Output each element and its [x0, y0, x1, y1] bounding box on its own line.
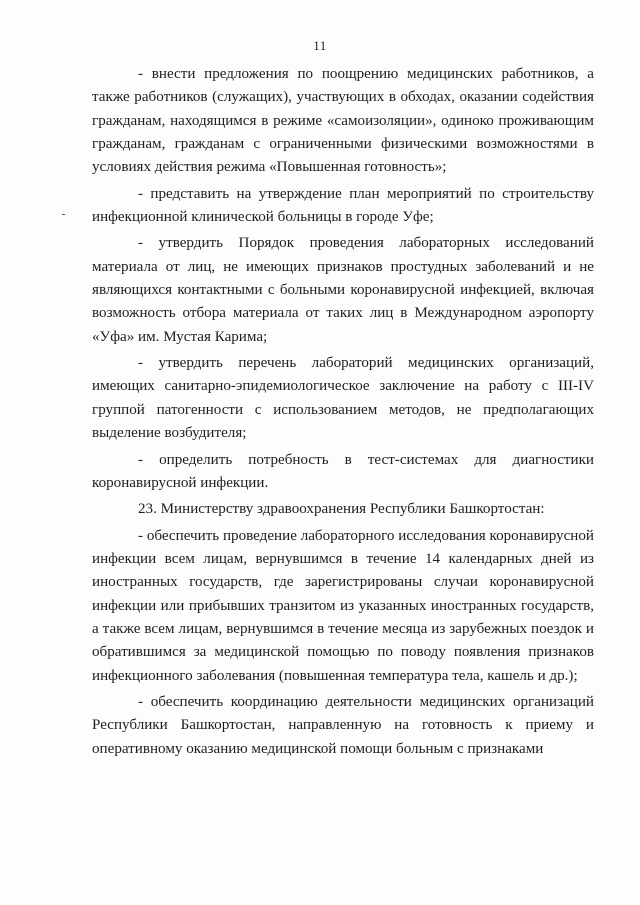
paragraph-lab-testing-returnees: - обеспечить проведение лабораторного исследования коронавирусной инфекции всем лицам, вернувшимся в течение 14 календарных дней из иностранных государств, где зарегистрированы случаи коронавирусной инфекции или прибывших транзитом из указанных иностранных государств, а также всем лицам, вернувшимся в течение месяца из зарубежных поездок и обратившимся за медицинской помощью по поводу появления признаков инфекционного заболевания (повышенная температура тела, кашель и др.); — [92, 527, 594, 684]
document-body — [92, 63, 594, 764]
page-number: 11 — [313, 38, 327, 53]
paragraph-coordination: - обеспечить координацию деятельности медицинских организаций Республики Башкортостан, направленную на готовность к приему и оперативному оказанию медицинской помощи больным с признаками — [92, 694, 594, 757]
paragraph-item-23-heading: 23. Министерству здравоохранения Республики Башкортостан: — [138, 501, 545, 518]
paragraph-incentive-proposals: - внести предложения по поощрению медицинских работников, а также работников (служащих), участвующих в обходах, оказании содействия гражданам, находящимся в режиме «самоизоляции», одиноко проживающим гражданам, гражданам с ограниченными физическими возможностями в условиях действия режима «Повышенная готовность»; — [92, 66, 594, 176]
paragraph-hospital-construction: - представить на утверждение план мероприятий по строительству инфекционной клинической больницы в городе Уфе; — [92, 185, 594, 225]
paragraph-laboratory-list: - утвердить перечень лабораторий медицинских организаций, имеющих санитарно-эпидемиологическое заключение на работу с III-IV группой патогенности с использованием методов, не предполагающих выделение возбудителя; — [92, 355, 594, 442]
paragraph-lab-testing-procedure: - утвердить Порядок проведения лабораторных исследований материала от лиц, не имеющих признаков простудных заболеваний и не являющихся контактными с больными коронавирусной инфекцией, включая возможность отбора материала от таких лиц в Международном аэропорту «Уфа» им. Мустая Карима; — [92, 235, 594, 345]
paragraph-test-systems: - определить потребность в тест-системах для диагностики коронавирусной инфекции. — [92, 451, 594, 491]
scan-artifact — [62, 214, 65, 215]
